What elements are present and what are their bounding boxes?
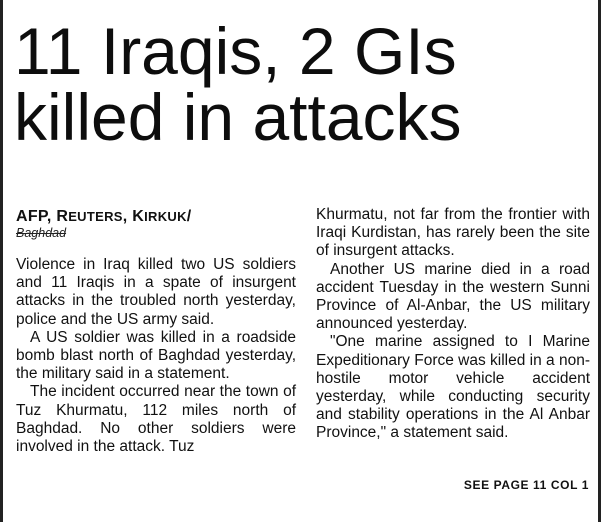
byline-agency-reuters-initial: R	[56, 208, 69, 225]
headline	[14, 14, 594, 154]
byline-separator: ,	[122, 208, 133, 225]
byline-place-initial: K	[132, 208, 145, 225]
left-border-rule	[0, 0, 3, 522]
article-paragraph: "One marine assigned to I Marine Expeditionary Force was killed in a non-hostile motor vehicle accident yesterday, while conducting security and stability operations in the Al Anbar Province," a statement said.	[316, 333, 590, 442]
article-paragraph: The incident occurred near the town of Tuz Khurmatu, 112 miles north of Baghdad. No other soldiers were involved in the attack. Tuz	[16, 383, 296, 456]
jump-line: SEE PAGE 11 COL 1	[463, 478, 589, 492]
byline	[16, 208, 296, 226]
byline-slash: /	[186, 208, 192, 225]
article-paragraph: Violence in Iraq killed two US soldiers and 11 Iraqis in a spate of insurgent attacks in the troubled north yesterday, police and the US army said.	[16, 256, 296, 328]
right-column	[316, 206, 590, 443]
byline-place-rest: IRKUK	[144, 209, 187, 224]
byline-agency-reuters-rest: EUTERS	[68, 209, 123, 224]
article-paragraph: Another US marine died in a road accident Tuesday in the western Sunni Province of Al-Anbar, the US military announced yesterday.	[316, 260, 590, 333]
article-paragraph: A US soldier was killed in a roadside bomb blast north of Baghdad yesterday, the military said in a statement.	[16, 328, 296, 383]
byline-separator: ,	[46, 208, 57, 225]
byline-agency-afp: AFP	[16, 208, 47, 225]
dateline: Baghdad	[16, 226, 67, 240]
left-column	[16, 208, 296, 456]
article-paragraph: Khurmatu, not far from the frontier with Iraqi Kurdistan, has rarely been the site of insurgent attacks.	[316, 206, 590, 260]
headline-line-2: killed in attacks	[14, 80, 462, 154]
headline-line-1: 11 Iraqis, 2 GIs	[14, 14, 457, 88]
